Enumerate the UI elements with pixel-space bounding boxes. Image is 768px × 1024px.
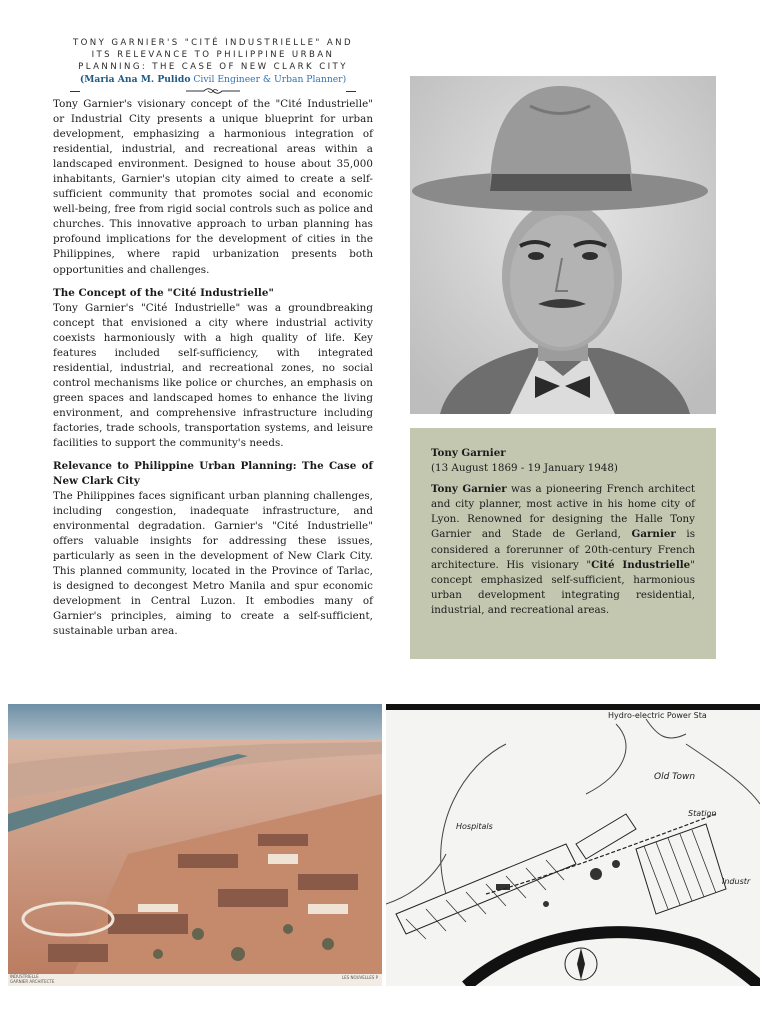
bio-text-part-3: " concept emphasized self-sufficient, harmonious urban development integrating residential, industrial, and recreational areas. bbox=[431, 558, 695, 616]
article-body bbox=[53, 97, 373, 640]
bio-dates: (13 August 1869 - 19 January 1948) bbox=[431, 462, 618, 475]
bio-text-part-1: was a pioneering French architect and city planner, most active in his home city of Lyon. Renowned for designing the Halle Tony Garnier and Stade de Gerland, bbox=[431, 483, 695, 541]
article-header bbox=[52, 37, 374, 97]
title-line-2: ITS RELEVANCE TO PHILIPPINE URBAN bbox=[91, 50, 335, 60]
plan-label-industry: Industr bbox=[722, 877, 751, 886]
author-role: Civil Engineer & Urban Planner) bbox=[193, 74, 347, 85]
header-ornament bbox=[52, 87, 374, 97]
relevance-paragraph: The Philippines faces significant urban planning challenges, including congestion, inadequate infrastructure, and environmental degradation. Garnier's "Cité Industrielle" offers valuable insights for addressing these issues, particularly as seen in the development of New Clark City. This planned community, located in the Province of Tarlac, is designed to decongest Metro Manila and spur economic development in Central Luzon. It embodies many of Garnier's principles, aiming to create a self-sufficient, sustainable urban area. bbox=[53, 490, 373, 638]
bio-box bbox=[410, 428, 716, 659]
plan-label-hospitals: Hospitals bbox=[456, 822, 493, 831]
plan-label-top: Hydro-electric Power Sta bbox=[608, 711, 707, 720]
divider-left bbox=[70, 91, 80, 92]
plan-image bbox=[386, 704, 760, 986]
title-line-3: PLANNING: THE CASE OF NEW CLARK CITY bbox=[78, 62, 348, 72]
painting-caption-b: GARNIER ARCHITECTE bbox=[10, 979, 55, 984]
title-line-1: TONY GARNIER'S "CITÉ INDUSTRIELLE" AND bbox=[72, 38, 354, 48]
section-heading-relevance: Relevance to Philippine Urban Planning: The Case of New Clark City bbox=[53, 460, 373, 488]
concept-paragraph: Tony Garnier's "Cité Industrielle" was a groundbreaking concept that envisioned a city where industrial activity coexists harmoniously with a high quality of life. Key features included self-sufficiency, with integrated residential, industrial, and recreational zones, no social control mechanisms like police or churches, an emphasis on green spaces and landscaped homes to enhance the living environment, and comprehensive infrastructure including factories, trade schools, transportation systems, and leisure facilities to support the community's needs. bbox=[53, 301, 373, 449]
bio-name-inline-2: Garnier bbox=[631, 528, 676, 541]
portrait-image bbox=[410, 76, 716, 414]
painting-caption-a: INDUSTRIELLE bbox=[10, 974, 39, 979]
painting-image bbox=[8, 704, 382, 986]
cite-industrielle-painting bbox=[8, 704, 382, 986]
bio-name: Tony Garnier bbox=[431, 447, 506, 459]
bio-text bbox=[431, 482, 695, 618]
painting-caption-left bbox=[10, 974, 54, 984]
bio-concept: Cité Industrielle bbox=[591, 558, 691, 571]
bio-text-part-2: is considered a forerunner of 20th-century French architecture. His visionary " bbox=[431, 528, 695, 571]
section-heading-concept: The Concept of the "Cité Industrielle" bbox=[53, 286, 274, 299]
plan-label-old-town: Old Town bbox=[654, 772, 696, 782]
bio-name-inline: Tony Garnier bbox=[431, 483, 507, 496]
painting-caption-right: LES NOUVELLES P bbox=[341, 975, 378, 980]
intro-paragraph: Tony Garnier's visionary concept of the "Cité Industrielle" or Industrial City presents a unique blueprint for urban development, emphasizing a harmonious integration of residential, industrial, and recreational areas within a landscaped environment. Designed to house about 35,000 inhabitants, Garnier's utopian city aimed to create a self-sufficient community that promotes social and economic well-being, free from rigid social controls such as police and churches. This innovative approach to urban planning has profound implications for the development of cities in the Philippines, where rapid urbanization presents both opportunities and challenges. bbox=[53, 98, 373, 276]
flourish-icon bbox=[184, 86, 242, 96]
plan-label-station: Station bbox=[688, 809, 717, 818]
cite-industrielle-plan bbox=[386, 704, 760, 986]
portrait-photo bbox=[410, 76, 716, 414]
divider-right bbox=[346, 91, 356, 92]
author-line bbox=[52, 73, 374, 86]
author-name: (Maria Ana M. Pulido bbox=[79, 74, 191, 85]
